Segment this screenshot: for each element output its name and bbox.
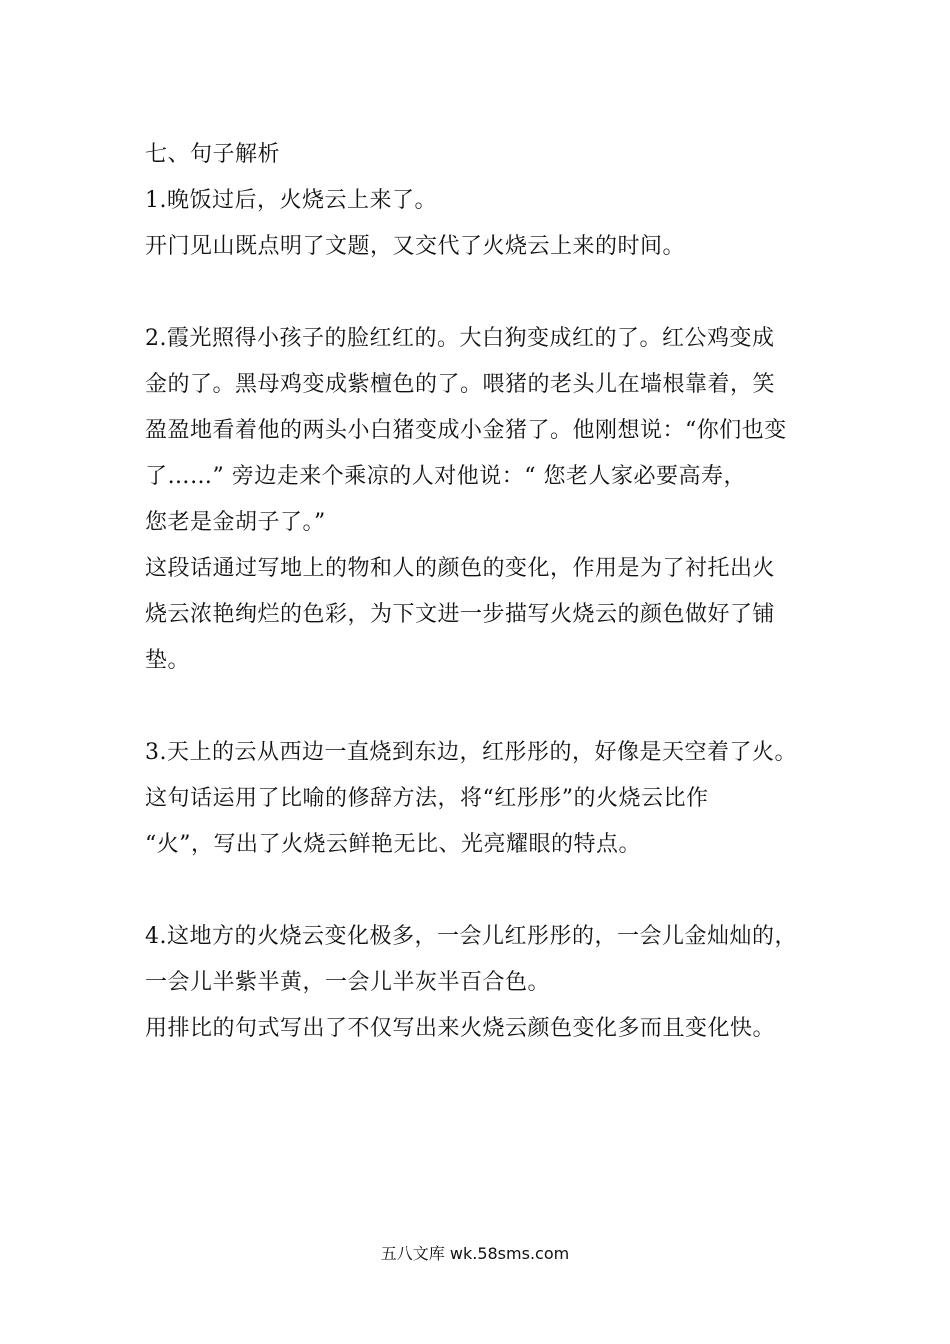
paragraph-gap (145, 868, 810, 914)
analysis-line: 开门见山既点明了文题，又交代了火烧云上来的时间。 (145, 234, 686, 259)
document-body (145, 132, 810, 1052)
analysis-line: “火”，写出了火烧云鲜艳无比、光亮耀眼的特点。 (145, 832, 641, 857)
analysis-item-4 (145, 914, 810, 1052)
analysis-line: 垫。 (145, 648, 191, 673)
sentence-line: 一会儿半紫半黄，一会儿半灰半百合色。 (145, 970, 551, 995)
sentence-line: 盈盈地看着他的两头小白猪变成小金猪了。他刚想说：“你们也变 (145, 418, 787, 443)
analysis-item-1 (145, 178, 810, 270)
analysis-item-2 (145, 316, 810, 684)
analysis-item-3 (145, 730, 810, 868)
sentence-line: 2.霞光照得小孩子的脸红红的。大白狗变成红的了。红公鸡变成 (145, 326, 775, 351)
sentence-line: 了……” 旁边走来个乘凉的人对他说：“ 您老人家必要高寿， (145, 464, 746, 489)
analysis-line: 烧云浓艳绚烂的色彩，为下文进一步描写火烧云的颜色做好了铺 (145, 602, 776, 627)
analysis-line: 这段话通过写地上的物和人的颜色的变化，作用是为了衬托出火 (145, 556, 776, 581)
section-heading: 七、句子解析 (145, 142, 281, 167)
sentence-line: 3.天上的云从西边一直烧到东边，红彤彤的，好像是天空着了火。 (145, 740, 797, 765)
page-footer: 五八文库 wk.58sms.com (380, 1244, 570, 1263)
sentence-line: 金的了。黑母鸡变成紫檀色的了。喂猪的老头儿在墙根靠着，笑 (145, 372, 776, 397)
sentence-line: 您老是金胡子了。” (145, 510, 326, 535)
analysis-line: 这句话运用了比喻的修辞方法，将“红彤彤”的火烧云比作 (145, 786, 709, 811)
paragraph-gap (145, 270, 810, 316)
sentence-line: 4.这地方的火烧云变化极多，一会儿红彤彤的，一会儿金灿灿的， (145, 924, 797, 949)
sentence-line: 1.晚饭过后，火烧云上来了。 (145, 188, 437, 213)
paragraph-gap (145, 684, 810, 730)
analysis-line: 用排比的句式写出了不仅写出来火烧云颜色变化多而且变化快。 (145, 1016, 776, 1041)
